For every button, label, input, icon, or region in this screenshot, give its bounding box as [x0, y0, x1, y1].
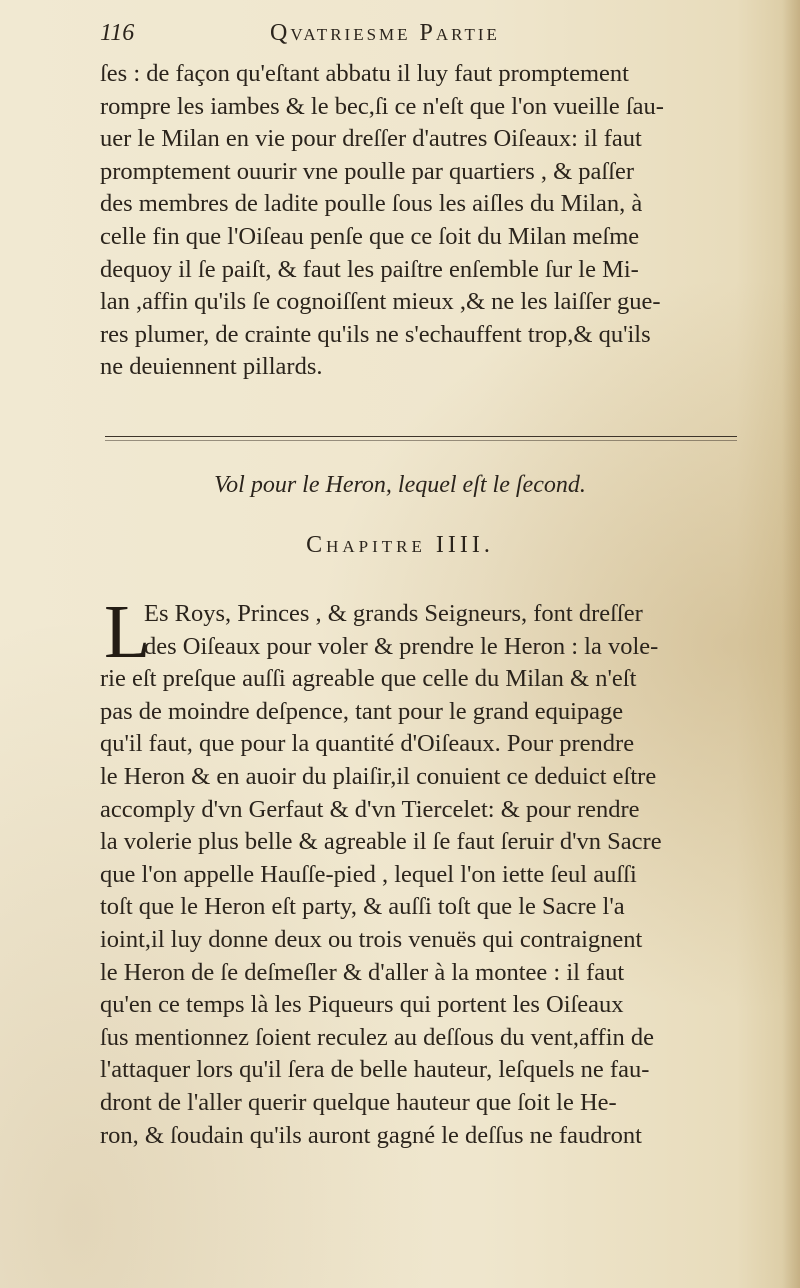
text-line: ron, & ſoudain qu'ils auront gagné le deſſus ne faudront [100, 1121, 642, 1149]
section-divider-rule [105, 436, 737, 437]
text-line: des membres de ladite poulle ſous les aiſles du Milan, à [100, 190, 643, 218]
text-line: toſt que le Heron eſt party, & auſſi toſt que le Sacre l'a [100, 893, 625, 921]
text-line: res plumer, de crainte qu'ils ne s'echauffent trop,& qu'ils [100, 320, 651, 348]
text-line: Es Roys, Princes , & grands Seigneurs, font dreſſer [144, 600, 643, 627]
text-line: dront de l'aller querir quelque hauteur que ſoit le He- [100, 1088, 617, 1116]
text-line: dequoy il ſe paiſt, & faut les paiſtre enſemble ſur le Mi- [100, 255, 639, 283]
text-line: des Oiſeaux pour voler & prendre le Heron : la vole- [144, 632, 659, 660]
text-line: ſus mentionnez ſoient reculez au deſſous du vent,affin de [100, 1023, 655, 1051]
drop-cap-initial: L [104, 590, 151, 674]
text-line: rompre les iambes & le bec,ſi ce n'eſt que l'on vueille ſau- [100, 92, 664, 120]
text-line: le Heron de ſe deſmeſler & d'aller à la montee : il faut [100, 958, 625, 986]
running-title: Qvatriesme Partie [270, 20, 500, 46]
text-line: ne deuiennent pillards. [100, 353, 323, 381]
page-header [100, 14, 790, 58]
text-line: lan ,affin qu'ils ſe cognoiſſent mieux ,& ne les laiſſer gue- [100, 288, 661, 316]
text-line: celle fin que l'Oiſeau penſe que ce ſoit du Milan meſme [100, 222, 640, 250]
text-line: uer le Milan en vie pour dreſſer d'autres Oiſeaux: il faut [100, 125, 642, 153]
text-line: qu'en ce temps là les Piqueurs qui portent les Oiſeaux [100, 991, 624, 1019]
text-line: accomply d'vn Gerfaut & d'vn Tiercelet: & pour rendre [100, 795, 640, 823]
top-paragraph [100, 58, 780, 384]
chapter-paragraph [100, 598, 780, 1152]
page-edge-shadow [782, 0, 800, 1288]
text-line: l'attaquer lors qu'il ſera de belle hauteur, leſquels ne fau- [100, 1056, 650, 1084]
text-line: la volerie plus belle & agreable il ſe faut ſeruir d'vn Sacre [100, 828, 662, 856]
text-line: qu'il faut, que pour la quantité d'Oiſeaux. Pour prendre [100, 730, 635, 758]
chapter-heading: Chapitre IIII. [306, 532, 494, 558]
text-line: que l'on appelle Hauſſe-pied , lequel l'on iette ſeul auſſi [100, 860, 637, 888]
text-line: promptement ouurir vne poulle par quartiers , & paſſer [100, 157, 635, 185]
section-title: Vol pour le Heron, lequel eſt le ſecond. [214, 472, 586, 498]
text-line: le Heron & en auoir du plaiſir,il conuient ce deduict eſtre [100, 762, 657, 790]
page-number: 116 [100, 20, 135, 46]
text-line: ioint,il luy donne deux ou trois venuës qui contraignent [100, 925, 643, 953]
text-line: pas de moindre deſpence, tant pour le grand equipage [100, 697, 624, 725]
text-line: rie eſt preſque auſſi agreable que celle du Milan & n'eſt [100, 665, 637, 693]
text-line: ſes : de façon qu'eſtant abbatu il luy faut promptement [100, 60, 629, 87]
